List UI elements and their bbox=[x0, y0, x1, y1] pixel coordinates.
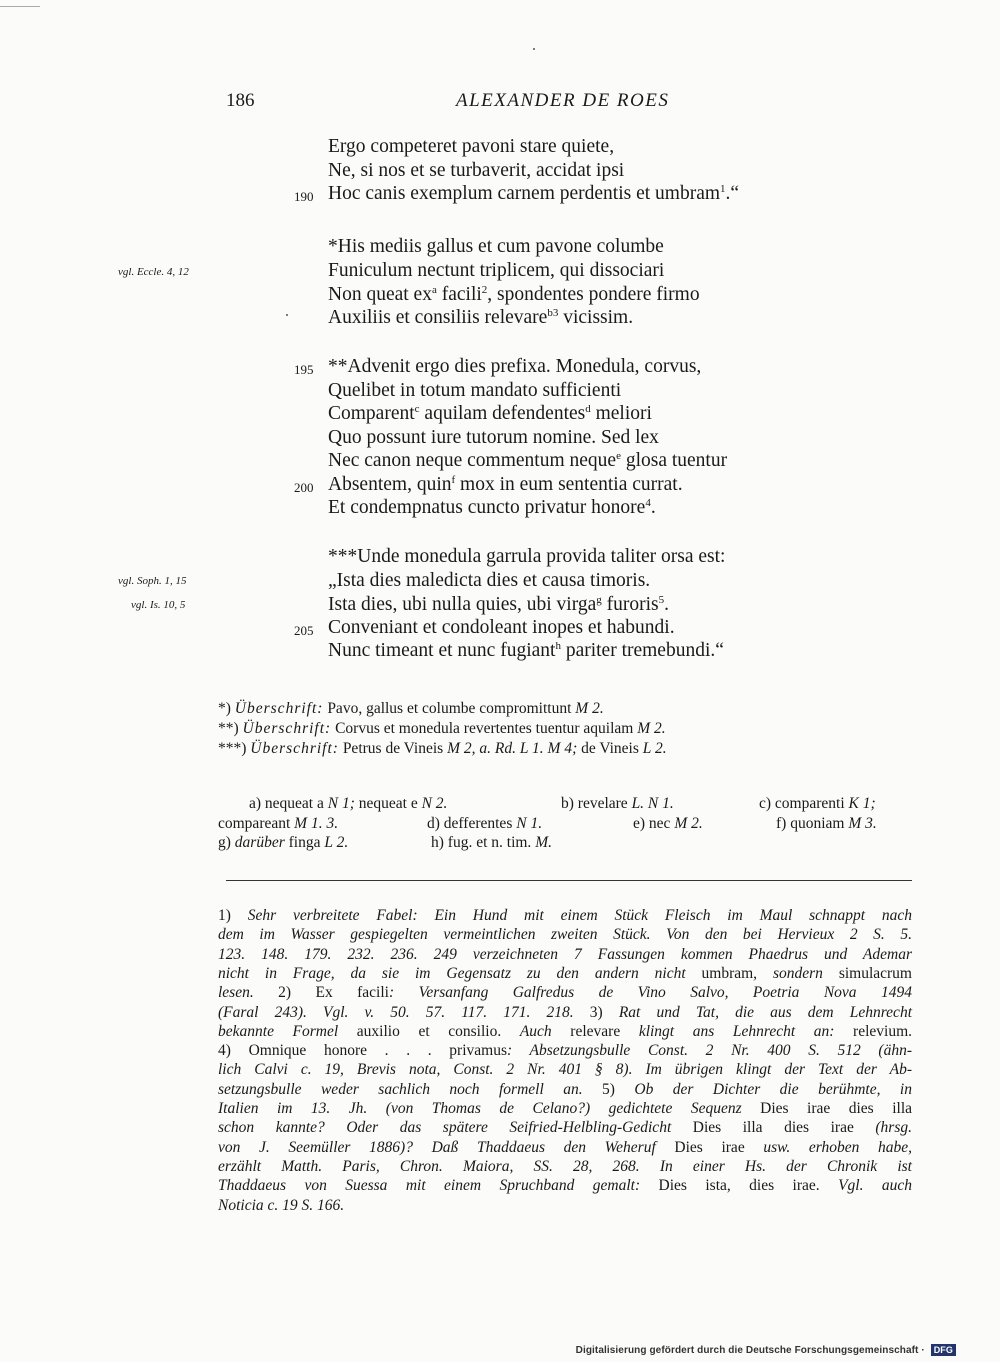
footnote-segment: Auch bbox=[519, 1022, 571, 1040]
footnote-segment: 1) bbox=[218, 907, 248, 924]
footnote-segment: usw. erhoben habe, bbox=[763, 1138, 912, 1156]
verse-line: Funiculum nectunt triplicem, qui dissociari bbox=[328, 260, 665, 281]
footnote-segment: Dies irae dies illa bbox=[760, 1100, 913, 1117]
footnote-line bbox=[218, 1023, 912, 1041]
footnote-line bbox=[218, 1042, 912, 1060]
verse-line: Auxiliis et consiliis relevare$^{b3}$ vicissim. bbox=[328, 307, 634, 328]
footnote-segment: relevium. bbox=[853, 1022, 912, 1040]
verse-line: ***Unde monedula garrula provida taliter orsa est: bbox=[328, 546, 726, 567]
footnote-line bbox=[218, 1081, 912, 1099]
verse-line: **Advenit ergo dies prefixa. Monedula, corvus, bbox=[328, 356, 702, 377]
footnote-segment: Thaddaeus von Suessa mit einem Spruchband gemalt: bbox=[218, 1177, 659, 1195]
apparatus-entry: compareant M 1. 3. bbox=[218, 815, 339, 832]
line-number: 205 bbox=[294, 623, 314, 638]
footnote-segment: sondern bbox=[772, 964, 839, 982]
line-number: 190 bbox=[294, 189, 314, 204]
apparatus-entry: e) nec M 2. bbox=[633, 815, 703, 832]
footnote-segment: 2) Ex facili bbox=[278, 984, 389, 1002]
footnote-segment: setzungsbulle weder sachlich noch formell an. bbox=[218, 1080, 603, 1098]
footnote-line bbox=[218, 946, 912, 964]
line-number: 195 bbox=[294, 362, 314, 377]
verse-line: Nunc timeant et nunc fugiant$^h$ pariter tremebundi.“ bbox=[328, 640, 724, 661]
verse-line: Quelibet in totum mandato sufficienti bbox=[328, 380, 622, 401]
scan-edge-mark bbox=[0, 6, 40, 7]
footnote-segment: 123. 148. 179. 232. 236. 249 verzeichneten 7 Fassungen kommen Phaedrus und Ademar bbox=[218, 945, 912, 963]
footer-credit: Digitalisierung gefördert durch die Deutsche Forschungsgemeinschaft · DFG bbox=[576, 1344, 956, 1356]
footnote-separator bbox=[226, 880, 912, 881]
footnote-segment: 5) bbox=[602, 1080, 635, 1098]
apparatus-entry: d) defferentes N 1. bbox=[427, 815, 543, 832]
footnote-segment: 3) bbox=[589, 1003, 619, 1021]
verse-line: Et condempnatus cuncto privatur honore$^4$. bbox=[328, 497, 656, 518]
footnote-line bbox=[218, 1119, 912, 1137]
footnote-line bbox=[218, 907, 912, 925]
verse-line: Ergo competeret pavoni stare quiete, bbox=[328, 136, 615, 157]
running-head: ALEXANDER DE ROES bbox=[456, 90, 670, 111]
verse-line: Hoc canis exemplum carnem perdentis et umbram$^1$.“ bbox=[328, 183, 740, 204]
heading-note: ***) Überschrift: Petrus de Vineis M 2, a. Rd. L 1. M 4; de Vineis L 2. bbox=[218, 740, 667, 757]
footnote-segment: 4) Omnique honore . . . privamus bbox=[218, 1042, 507, 1060]
footnote-segment: Sehr verbreitete Fabel: Ein Hund mit einem Stück Fleisch im Maul schnappt nach bbox=[247, 907, 912, 924]
footnote-segment: Vgl. auch bbox=[838, 1177, 912, 1195]
verse-line: Comparent$^c$ aquilam defendentes$^d$ meliori bbox=[328, 403, 652, 424]
apparatus-entry: b) revelare L. N 1. bbox=[561, 795, 674, 812]
footnote-segment: klingt ans Lehnrecht an: bbox=[638, 1022, 854, 1040]
footnote-segment: Rat und Tat, die aus dem Lehnrecht bbox=[618, 1003, 912, 1021]
footnote-segment: Ob der Dichter die berühmte, in bbox=[634, 1080, 912, 1098]
scan-speck bbox=[533, 48, 535, 50]
verse-line: Conveniant et condoleant inopes et habundi. bbox=[328, 617, 675, 638]
footnote-segment: (hrsg. bbox=[875, 1119, 912, 1137]
footnote-segment: lesen. bbox=[218, 984, 279, 1002]
footnote-segment: Noticia c. 19 S. 166. bbox=[218, 1196, 345, 1214]
footnote-line bbox=[218, 1061, 912, 1079]
footnote-segment: Italien im 13. Jh. (von Thomas de Celano?) gedichtete Sequenz bbox=[218, 1100, 761, 1117]
footnote-segment: schon kannte? Oder das spätere Seifried-Helbling-Gedicht bbox=[218, 1119, 693, 1137]
footnote-line bbox=[218, 1197, 912, 1215]
footnote-line bbox=[218, 1100, 912, 1118]
footnote-segment: Dies ista, dies irae. bbox=[658, 1177, 839, 1195]
heading-note: *) Überschrift: Pavo, gallus et columbe compromittunt M 2. bbox=[218, 700, 604, 717]
footnote-segment: relevare bbox=[570, 1022, 639, 1040]
footnote-line bbox=[218, 1177, 912, 1195]
apparatus-entry: c) comparenti K 1; bbox=[759, 795, 876, 812]
verse-line: Quo possunt iure tutorum nomine. Sed lex bbox=[328, 427, 659, 448]
footnote-segment: nicht in Frage, da sie im Gegensatz zu den andern nicht bbox=[218, 964, 702, 982]
footnote-segment: Dies illa dies irae bbox=[692, 1119, 876, 1137]
margin-reference: vgl. Eccle. 4, 12 bbox=[118, 266, 189, 278]
footnote-line bbox=[218, 926, 912, 944]
footnote-segment: (Faral 243). Vgl. v. 50. 57. 117. 171. 218. bbox=[218, 1003, 590, 1021]
apparatus-entry: h) fug. et n. tim. M. bbox=[431, 834, 552, 851]
footnote-segment: : Absetzungsbulle Const. 2 Nr. 400 S. 512 (ähn- bbox=[506, 1042, 913, 1060]
margin-reference: vgl. Soph. 1, 15 bbox=[118, 575, 187, 587]
apparatus-entry: g) darüber finga L 2. bbox=[218, 834, 349, 851]
margin-reference: vgl. Is. 10, 5 bbox=[131, 599, 186, 611]
apparatus-entry: f) quoniam M 3. bbox=[776, 815, 877, 832]
footnote-segment: dem im Wasser gespiegelten vermeintlichen zweiten Stück. Von den bei Hervieux 2 S. 5. bbox=[218, 926, 912, 944]
footnote-segment: auxilio et consilio. bbox=[356, 1022, 520, 1040]
footnote-segment: : Versanfang Galfredus de Vino Salvo, Poetria Nova 1494 bbox=[388, 984, 912, 1002]
footnote-line bbox=[218, 984, 912, 1002]
footnote-line bbox=[218, 1004, 912, 1022]
footnote-segment: von J. Seemüller 1886)? Daß Thaddaeus den Weheruf bbox=[218, 1138, 675, 1156]
footnote-line bbox=[218, 965, 912, 983]
verse-line: Ista dies, ubi nulla quies, ubi virga$^g$ furoris$^5$. bbox=[328, 594, 670, 615]
verse-line: Absentem, quin$^f$ mox in eum sententia currat. bbox=[328, 474, 683, 495]
footnote-segment: simulacrum bbox=[838, 964, 912, 982]
footnote-segment: bekannte Formel bbox=[218, 1022, 357, 1040]
verse-line: Nec canon neque commentum neque$^e$ glosa tuentur bbox=[328, 450, 728, 471]
footnote-segment: lich Calvi c. 19, Brevis nota, Const. 2 Nr. 401 § 8). Im übrigen klingt der Text der Ab- bbox=[218, 1061, 912, 1079]
verse-line: Ne, si nos et se turbaverit, accidat ipsi bbox=[328, 160, 625, 181]
verse-line: *His mediis gallus et cum pavone columbe bbox=[328, 236, 664, 257]
footnote-segment: Dies irae bbox=[674, 1138, 764, 1156]
dfg-logo: DFG bbox=[931, 1344, 956, 1356]
heading-note: **) Überschrift: Corvus et monedula revertentes tuentur aquilam M 2. bbox=[218, 720, 666, 737]
scan-speck bbox=[286, 314, 288, 316]
footnote-line bbox=[218, 1158, 912, 1176]
line-number: 200 bbox=[294, 480, 314, 495]
apparatus-entry: a) nequeat a N 1; nequeat e N 2. bbox=[249, 795, 448, 812]
verse-line: „Ista dies maledicta dies et causa timoris. bbox=[328, 570, 651, 591]
page-number: 186 bbox=[226, 90, 255, 111]
verse-line: Non queat $ex^a$ facili$^2$, spondentes pondere firmo bbox=[328, 284, 700, 305]
footnote-segment: erzählt Matth. Paris, Chron. Maiora, SS. 28, 268. In einer Hs. der Chronik ist bbox=[218, 1157, 912, 1175]
footnote-line bbox=[218, 1139, 912, 1157]
footnote-segment: umbram, bbox=[701, 964, 773, 982]
